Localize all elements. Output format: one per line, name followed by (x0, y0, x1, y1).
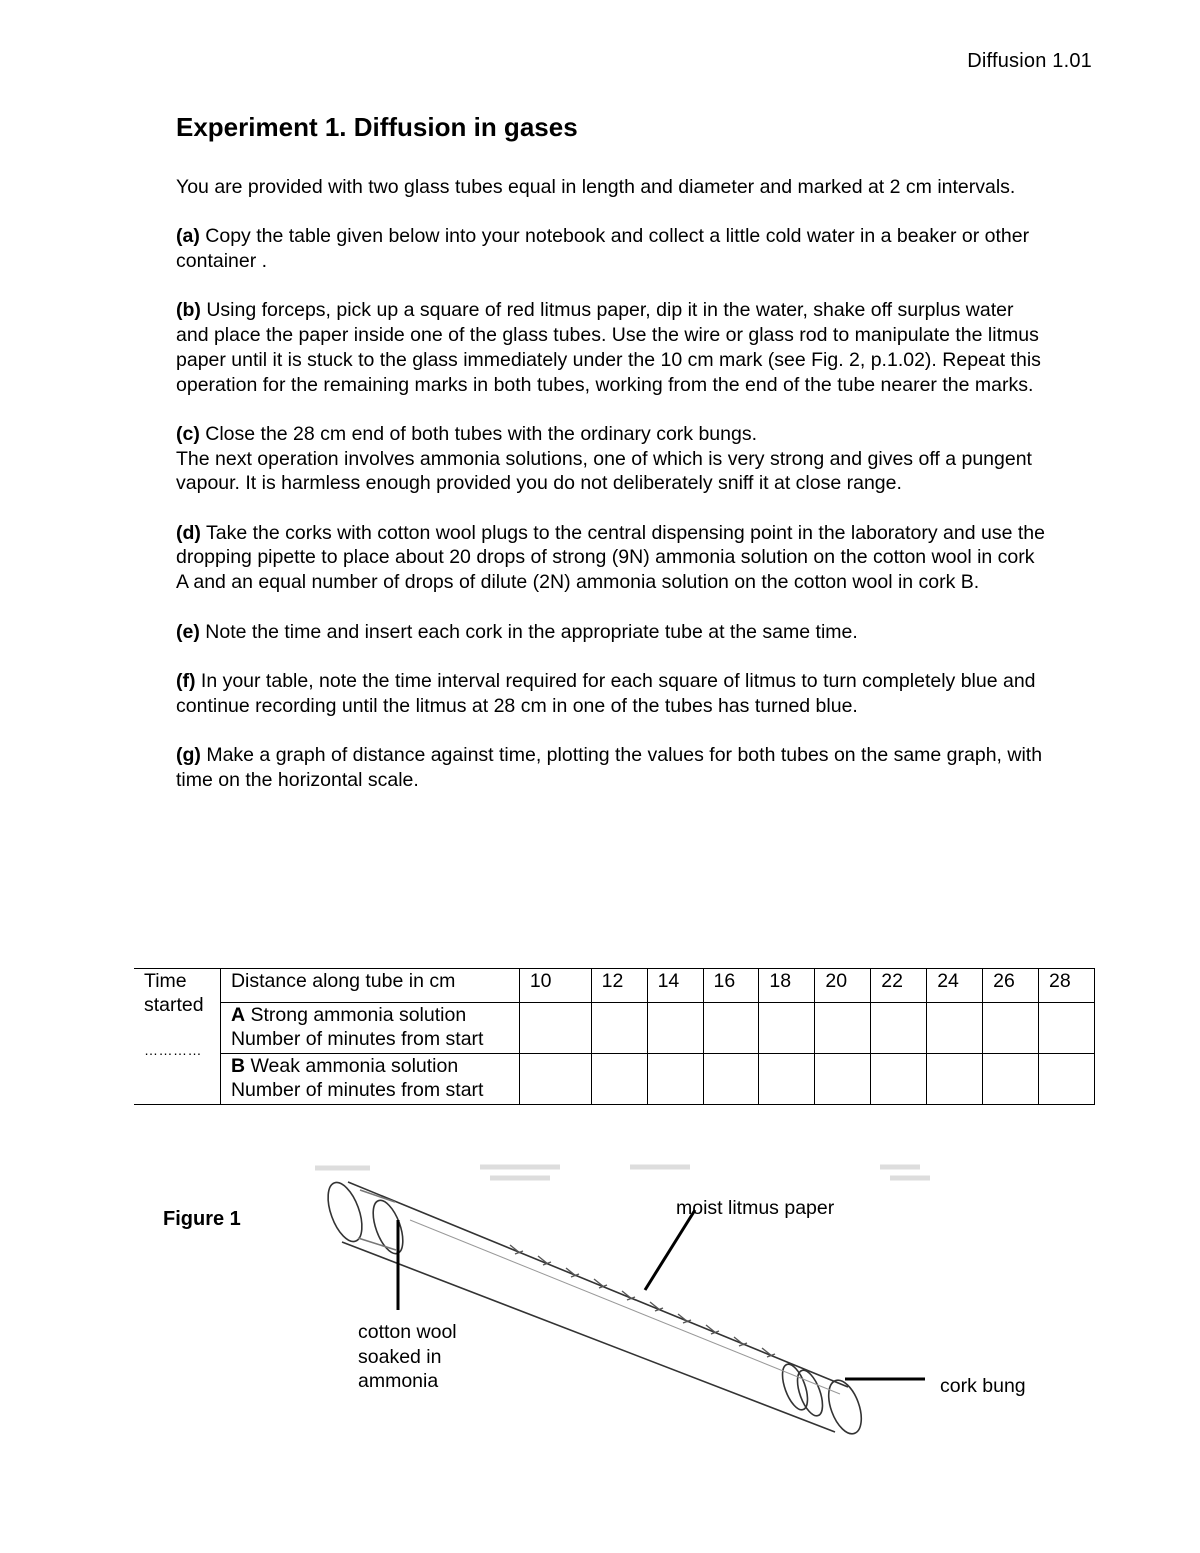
row-a-cell[interactable] (871, 1003, 927, 1054)
step-text: Note the time and insert each cork in the appropriate tube at the same time. (199, 620, 858, 643)
cotton-callout-line: ammonia (358, 1370, 439, 1393)
step-g (176, 743, 1046, 792)
step-marker: (g) (176, 744, 201, 767)
step-text: Close the 28 cm end of both tubes with the ordinary cork bungs. (199, 422, 757, 445)
row-a-cell[interactable] (591, 1003, 647, 1054)
bleed-through-marks (315, 1167, 930, 1178)
row-a-label (220, 1003, 519, 1054)
instructions (176, 175, 1046, 817)
row-b-cell[interactable] (703, 1054, 759, 1105)
litmus-callout: moist litmus paper (676, 1197, 835, 1219)
distance-col-header: 14 (647, 969, 703, 1003)
distance-col-header: 10 (519, 969, 591, 1003)
row-b-cell[interactable] (1039, 1054, 1095, 1105)
row-a-cell[interactable] (983, 1003, 1039, 1054)
step-c (176, 422, 1046, 496)
step-marker: (d) (176, 521, 201, 544)
row-a-cell[interactable] (519, 1003, 591, 1054)
row-a-name: Strong ammonia solution (245, 1004, 467, 1026)
glass-tube-illustration (300, 1150, 960, 1440)
step-a (176, 224, 1046, 273)
distance-col-header: 16 (703, 969, 759, 1003)
row-b-cell[interactable] (983, 1054, 1039, 1105)
row-a-cell[interactable] (703, 1003, 759, 1054)
step-e (176, 620, 1046, 645)
row-a-cell[interactable] (647, 1003, 703, 1054)
step-marker: (b) (176, 299, 201, 322)
distance-col-header: 26 (983, 969, 1039, 1003)
row-b-cell[interactable] (927, 1054, 983, 1105)
row-a-letter: A (230, 1004, 246, 1026)
step-b (176, 298, 1046, 397)
row-b-sub: Number of minutes from start (230, 1078, 484, 1101)
step-text: Copy the table given below into your notebook and collect a little cold water in a beaker or other container . (176, 225, 1030, 273)
row-b-cell[interactable] (815, 1054, 871, 1105)
cotton-callout-line: cotton wool (358, 1321, 457, 1343)
step-f (176, 669, 1046, 718)
table-row-b (134, 1054, 1095, 1105)
page-title: Experiment 1. Diffusion in gases (176, 112, 578, 142)
row-a-cell[interactable] (759, 1003, 815, 1054)
step-text: In your table, note the time interval required for each square of litmus to turn completely blue and continue recording until the litmus at 28 cm in one of the tubes has turned blue. (176, 669, 1036, 717)
intro-paragraph: You are provided with two glass tubes equal in length and diameter and marked at 2 cm intervals. (176, 176, 1016, 198)
distance-header: Distance along tube in cm (220, 969, 519, 1003)
row-b-cell[interactable] (647, 1054, 703, 1105)
figure-label: Figure 1 (163, 1208, 241, 1230)
distance-col-header: 24 (927, 969, 983, 1003)
row-b-label (220, 1054, 519, 1105)
time-started-value: ………… (144, 1042, 202, 1058)
cotton-callout (358, 1320, 457, 1394)
step-text: Make a graph of distance against time, plotting the values for both tubes on the same graph, with time on the horizontal scale. (176, 744, 1043, 791)
row-b-cell[interactable] (759, 1054, 815, 1105)
row-b-name: Weak ammonia solution (245, 1055, 459, 1077)
distance-col-header: 20 (815, 969, 871, 1003)
step-d (176, 521, 1046, 595)
cork-callout: cork bung (940, 1375, 1026, 1397)
step-marker: (a) (176, 225, 200, 248)
step-marker: (c) (176, 422, 200, 445)
row-a-cell[interactable] (815, 1003, 871, 1054)
row-b-cell[interactable] (591, 1054, 647, 1105)
row-b-letter: B (230, 1055, 246, 1077)
distance-col-header: 22 (871, 969, 927, 1003)
row-b-cell[interactable] (519, 1054, 591, 1105)
distance-col-header: 28 (1039, 969, 1095, 1003)
results-table-container (134, 968, 1095, 1105)
table-row-a (134, 1003, 1095, 1054)
step-marker: (f) (176, 669, 196, 692)
row-b-cell[interactable] (871, 1054, 927, 1105)
distance-col-header: 18 (759, 969, 815, 1003)
step-text: Take the corks with cotton wool plugs to the central dispensing point in the laboratory and use the dropping pipette to place about 20 drops of strong (9N) ammonia solution on the cotton wool in cork A and an equal number of drops of dilute (2N) ammonia solution on the cotton wool in cork B. (176, 521, 1045, 594)
time-started-cell[interactable] (134, 969, 220, 1105)
row-a-cell[interactable] (927, 1003, 983, 1054)
step-marker: (e) (176, 620, 200, 643)
cotton-callout-line: soaked in (358, 1345, 442, 1368)
table-header-row (134, 969, 1095, 1003)
step-continuation: The next operation involves ammonia solutions, one of which is very strong and gives off a pungent vapour. It is harmless enough provided you do not deliberately sniff it at close range. (176, 447, 1032, 495)
page-reference: Diffusion 1.01 (967, 50, 1092, 72)
distance-col-header: 12 (591, 969, 647, 1003)
results-table (134, 968, 1095, 1105)
row-a-sub: Number of minutes from start (230, 1027, 484, 1050)
row-a-cell[interactable] (1039, 1003, 1095, 1054)
step-text: Using forceps, pick up a square of red litmus paper, dip it in the water, shake off surplus water and place the paper inside one of the glass tubes. Use the wire or glass rod to manipulate the litmus paper until it is stuck to the glass immediately under the 10 cm mark (see Fig. 2, p.1.02). Repeat this operation for the remaining marks in both tubes, working from the end of the tube nearer the marks. (176, 299, 1041, 396)
time-started-label: Time started (144, 970, 204, 1016)
